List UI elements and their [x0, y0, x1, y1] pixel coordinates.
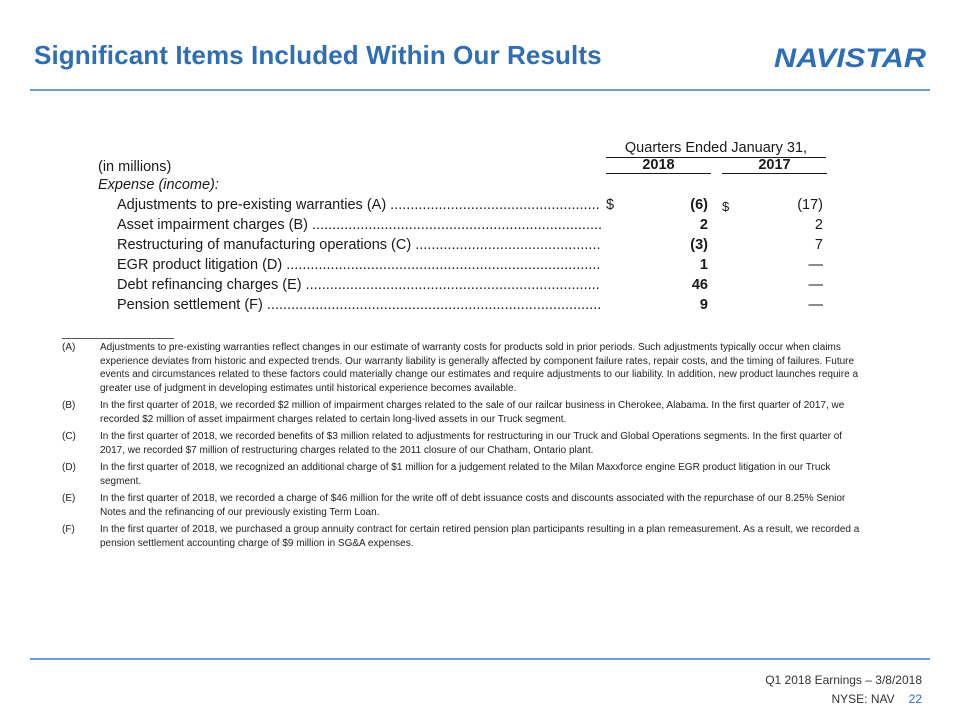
- footnote-text: In the first quarter of 2018, we recorded $2 million of impairment charges related to the sale of our railcar business in Cherokee, Alabama. In the first quarter of 2017, we recorded $2 million of asset impairment charges related to certain long-lived assets in our Truck segment.: [100, 400, 845, 425]
- footer-ticker-line: [832, 692, 923, 706]
- page-number: 22: [908, 692, 922, 706]
- footnote-id: (C): [62, 431, 76, 442]
- footnotes: [62, 341, 862, 554]
- footnote-text: In the first quarter of 2018, we recorded a charge of $46 million for the write off of debt issuance costs and discounts associated with the repurchase of our 8.25% Senior Notes and the refinancing of our previously existing Term Loan.: [100, 493, 846, 518]
- footnote-d: [62, 461, 862, 488]
- row-label-pension: Pension settlement (F) .....: [117, 297, 601, 313]
- footnote-text: Adjustments to pre-existing warranties reflect changes in our estimate of warranty costs for products sold in prior periods. Such adjustments typically occur when claims experience deviates from historic and expected trends. Our warranty liability is generally affected by component failure rates, repair costs, and the timing of failures. Future events and circumstances related to these factors could materially change our estimates and require adjustments to our liability. In addition, new product launches require a greater use of judgment in developing estimates until historical experience becomes available.: [100, 342, 859, 394]
- value-2018-pension: 9: [699, 297, 708, 313]
- footnote-a: [62, 341, 862, 395]
- footer-divider: [30, 658, 930, 660]
- unit-label: (in millions): [98, 159, 172, 175]
- results-table: [0, 0, 960, 330]
- section-label: Expense (income):: [98, 177, 219, 193]
- footnote-text: In the first quarter of 2018, we recorded benefits of $3 million related to adjustments for restructuring in our Truck and Global Operations segments. In the first quarter of 2017, we recorded $7 million of restructuring charges related to the 2011 closure of our Chatham, Ontario plant.: [100, 431, 843, 456]
- value-2018-egr: 1: [699, 257, 708, 273]
- value-2017-impairment: 2: [814, 217, 823, 233]
- value-2017-pension: —: [808, 297, 823, 313]
- footnote-id: (A): [62, 342, 76, 353]
- year-header-2018: 2018: [606, 157, 711, 174]
- row-label-debt: Debt refinancing charges (E) .....: [117, 277, 601, 293]
- footnote-id: (E): [62, 493, 76, 504]
- footnote-id: (D): [62, 462, 76, 473]
- value-2018-debt: 46: [691, 277, 708, 293]
- row-label-restructuring: Restructuring of manufacturing operations (C) .....: [117, 237, 601, 253]
- value-2017-restructuring: 7: [814, 237, 823, 253]
- value-2018-impairment: 2: [699, 217, 708, 233]
- row-label-warranties: Adjustments to pre-existing warranties (A) .....: [117, 197, 601, 213]
- page-title: Significant Items Included Within Our Results: [34, 40, 602, 70]
- footnote-divider: [62, 338, 174, 339]
- footnote-text: In the first quarter of 2018, we recognized an additional charge of $1 million for a judgement related to the Milan Maxxforce engine EGR product litigation in our Truck segment.: [100, 462, 831, 487]
- value-2017-debt: —: [808, 277, 823, 293]
- value-2017-warranties: (17): [797, 197, 823, 213]
- row-label-impairment: Asset impairment charges (B) .....: [117, 217, 601, 233]
- footnote-b: [62, 399, 862, 426]
- footnote-id: (B): [62, 400, 76, 411]
- value-2018-warranties: (6): [690, 197, 708, 213]
- value-2017-egr: —: [808, 257, 823, 273]
- footer-event: Q1 2018 Earnings – 3/8/2018: [765, 673, 922, 687]
- currency-symbol-2018: $: [606, 197, 615, 213]
- row-label-egr: EGR product litigation (D) .....: [117, 257, 601, 273]
- footnote-c: [62, 430, 862, 457]
- footnote-text: In the first quarter of 2018, we purchased a group annuity contract for certain retired pension plan participants resulting in a plan remeasurement. As a result, we recorded a pension settlement accounting charge of $9 million in SG&A expenses.: [100, 524, 860, 549]
- year-header-2017: 2017: [722, 157, 827, 174]
- currency-symbol-2017: $: [722, 199, 730, 214]
- footnote-f: [62, 523, 862, 550]
- footer-ticker: NYSE: NAV: [831, 692, 895, 706]
- value-2018-restructuring: (3): [690, 237, 708, 253]
- logo-wordmark: NAVISTAR: [774, 44, 927, 70]
- footnote-e: [62, 492, 862, 519]
- footnote-id: (F): [62, 524, 75, 535]
- period-header: Quarters Ended January 31,: [606, 140, 826, 158]
